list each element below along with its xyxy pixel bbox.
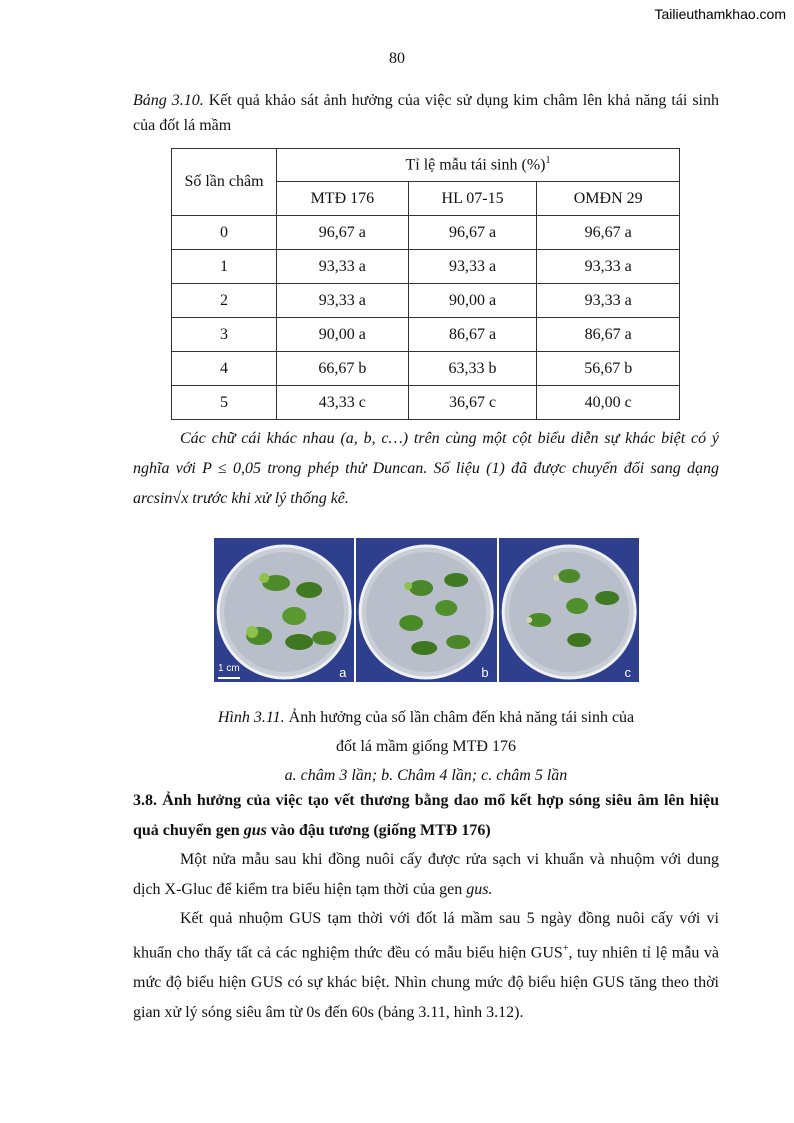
petri-dish-photo-c: [499, 538, 639, 682]
figure-caption: [133, 703, 719, 790]
table-cell: 96,67 a: [408, 216, 537, 250]
petri-dish-image: [214, 538, 354, 682]
table-cell: 56,67 b: [537, 352, 680, 386]
table-row: [172, 386, 680, 420]
paragraph: Kết quả nhuộm GUS tạm thời với đốt lá mầm sau 5 ngày đồng nuôi cấy với vi khuẩn cho thấy tất cả các nghiệm thức đều có mẫu biểu hiện GUS+, tuy nhiên tỉ lệ mẫu và mức độ biểu hiện GUS có sự khác biệt. Nhìn chung mức độ biểu hiện GUS tăng theo thời gian xử lý sóng siêu âm từ 0s đến 60s (bảng 3.11, hình 3.12).: [133, 910, 720, 1022]
row-label: 4: [172, 352, 277, 386]
table-caption-label: Bảng 3.10.: [133, 92, 204, 109]
table-note: Các chữ cái khác nhau (a, b, c…) trên cùng một cột biểu diễn sự khác biệt có ý nghĩa với P ≤ 0,05 trong phép thử Duncan. Số liệu (1) đã được chuyển đổi sang dạng arcsin√x trước khi xử lý thống kê.: [133, 430, 719, 507]
table-cell: 86,67 a: [537, 318, 680, 352]
table-row: [172, 216, 680, 250]
petri-dish-image: [356, 538, 496, 682]
row-label: 3: [172, 318, 277, 352]
table-row: [172, 318, 680, 352]
table-cell: 93,33 a: [277, 250, 409, 284]
figure-photos: [214, 538, 639, 682]
panel-letter: c: [624, 665, 631, 680]
page-number: 80: [389, 50, 405, 67]
scale-label: 1 cm: [218, 663, 240, 674]
table-cell: 90,00 a: [277, 318, 409, 352]
figure-caption-label: Hình 3.11.: [217, 709, 285, 726]
table-cell: 43,33 c: [277, 386, 409, 420]
table-cell: 90,00 a: [408, 284, 537, 318]
table-cell: 40,00 c: [537, 386, 680, 420]
column-header: OMĐN 29: [537, 182, 680, 216]
figure-caption-line2: đốt lá mầm giống MTĐ 176: [336, 738, 516, 755]
section-heading: 3.8. Ảnh hưởng của việc tạo vết thương bằng dao mổ kết hợp sóng siêu âm lên hiệu quả chuyển gen gus vào đậu tương (giống MTĐ 176): [133, 792, 719, 839]
petri-dish-image: [499, 538, 639, 682]
table-cell: 63,33 b: [408, 352, 537, 386]
petri-dish-photo-a: [214, 538, 354, 682]
table-cell: 93,33 a: [277, 284, 409, 318]
figure-caption-sub: a. châm 3 lần; b. Châm 4 lần; c. châm 5 lần: [284, 767, 568, 784]
table-cell: 66,67 b: [277, 352, 409, 386]
results-table: [171, 148, 680, 420]
group-header: Tỉ lệ mẫu tái sinh (%)$^1$: [277, 149, 680, 182]
figure-caption-text: Ảnh hưởng của số lần châm đến khả năng tái sinh của: [284, 709, 635, 726]
table-row: [172, 284, 680, 318]
row-header: Số lần châm: [172, 149, 277, 216]
table-row: [172, 250, 680, 284]
petri-dish-photo-b: [356, 538, 496, 682]
table-cell: 96,67 a: [277, 216, 409, 250]
table-caption: [133, 88, 719, 138]
table-cell: 93,33 a: [537, 250, 680, 284]
row-label: 2: [172, 284, 277, 318]
table-cell: 96,67 a: [537, 216, 680, 250]
scale-bar: [218, 677, 240, 679]
row-label: 0: [172, 216, 277, 250]
table-cell: 86,67 a: [408, 318, 537, 352]
row-label: 5: [172, 386, 277, 420]
watermark: Tailieuthamkhao.com: [654, 6, 786, 22]
panel-letter: b: [481, 665, 489, 680]
table-cell: 36,67 c: [408, 386, 537, 420]
row-label: 1: [172, 250, 277, 284]
paragraph: Một nửa mẫu sau khi đồng nuôi cấy được rửa sạch vi khuẩn và nhuộm với dung dịch X-Gluc để kiểm tra biểu hiện tạm thời của gen gus.: [133, 851, 719, 898]
table-row: [172, 352, 680, 386]
table-cell: 93,33 a: [537, 284, 680, 318]
panel-letter: a: [339, 665, 347, 680]
column-header: HL 07-15: [408, 182, 537, 216]
table-cell: 93,33 a: [408, 250, 537, 284]
table-caption-text: Kết quả khảo sát ảnh hưởng của việc sử dụng kim châm lên khả năng tái sinh của đốt lá mầm: [133, 92, 719, 134]
column-header: MTĐ 176: [277, 182, 409, 216]
